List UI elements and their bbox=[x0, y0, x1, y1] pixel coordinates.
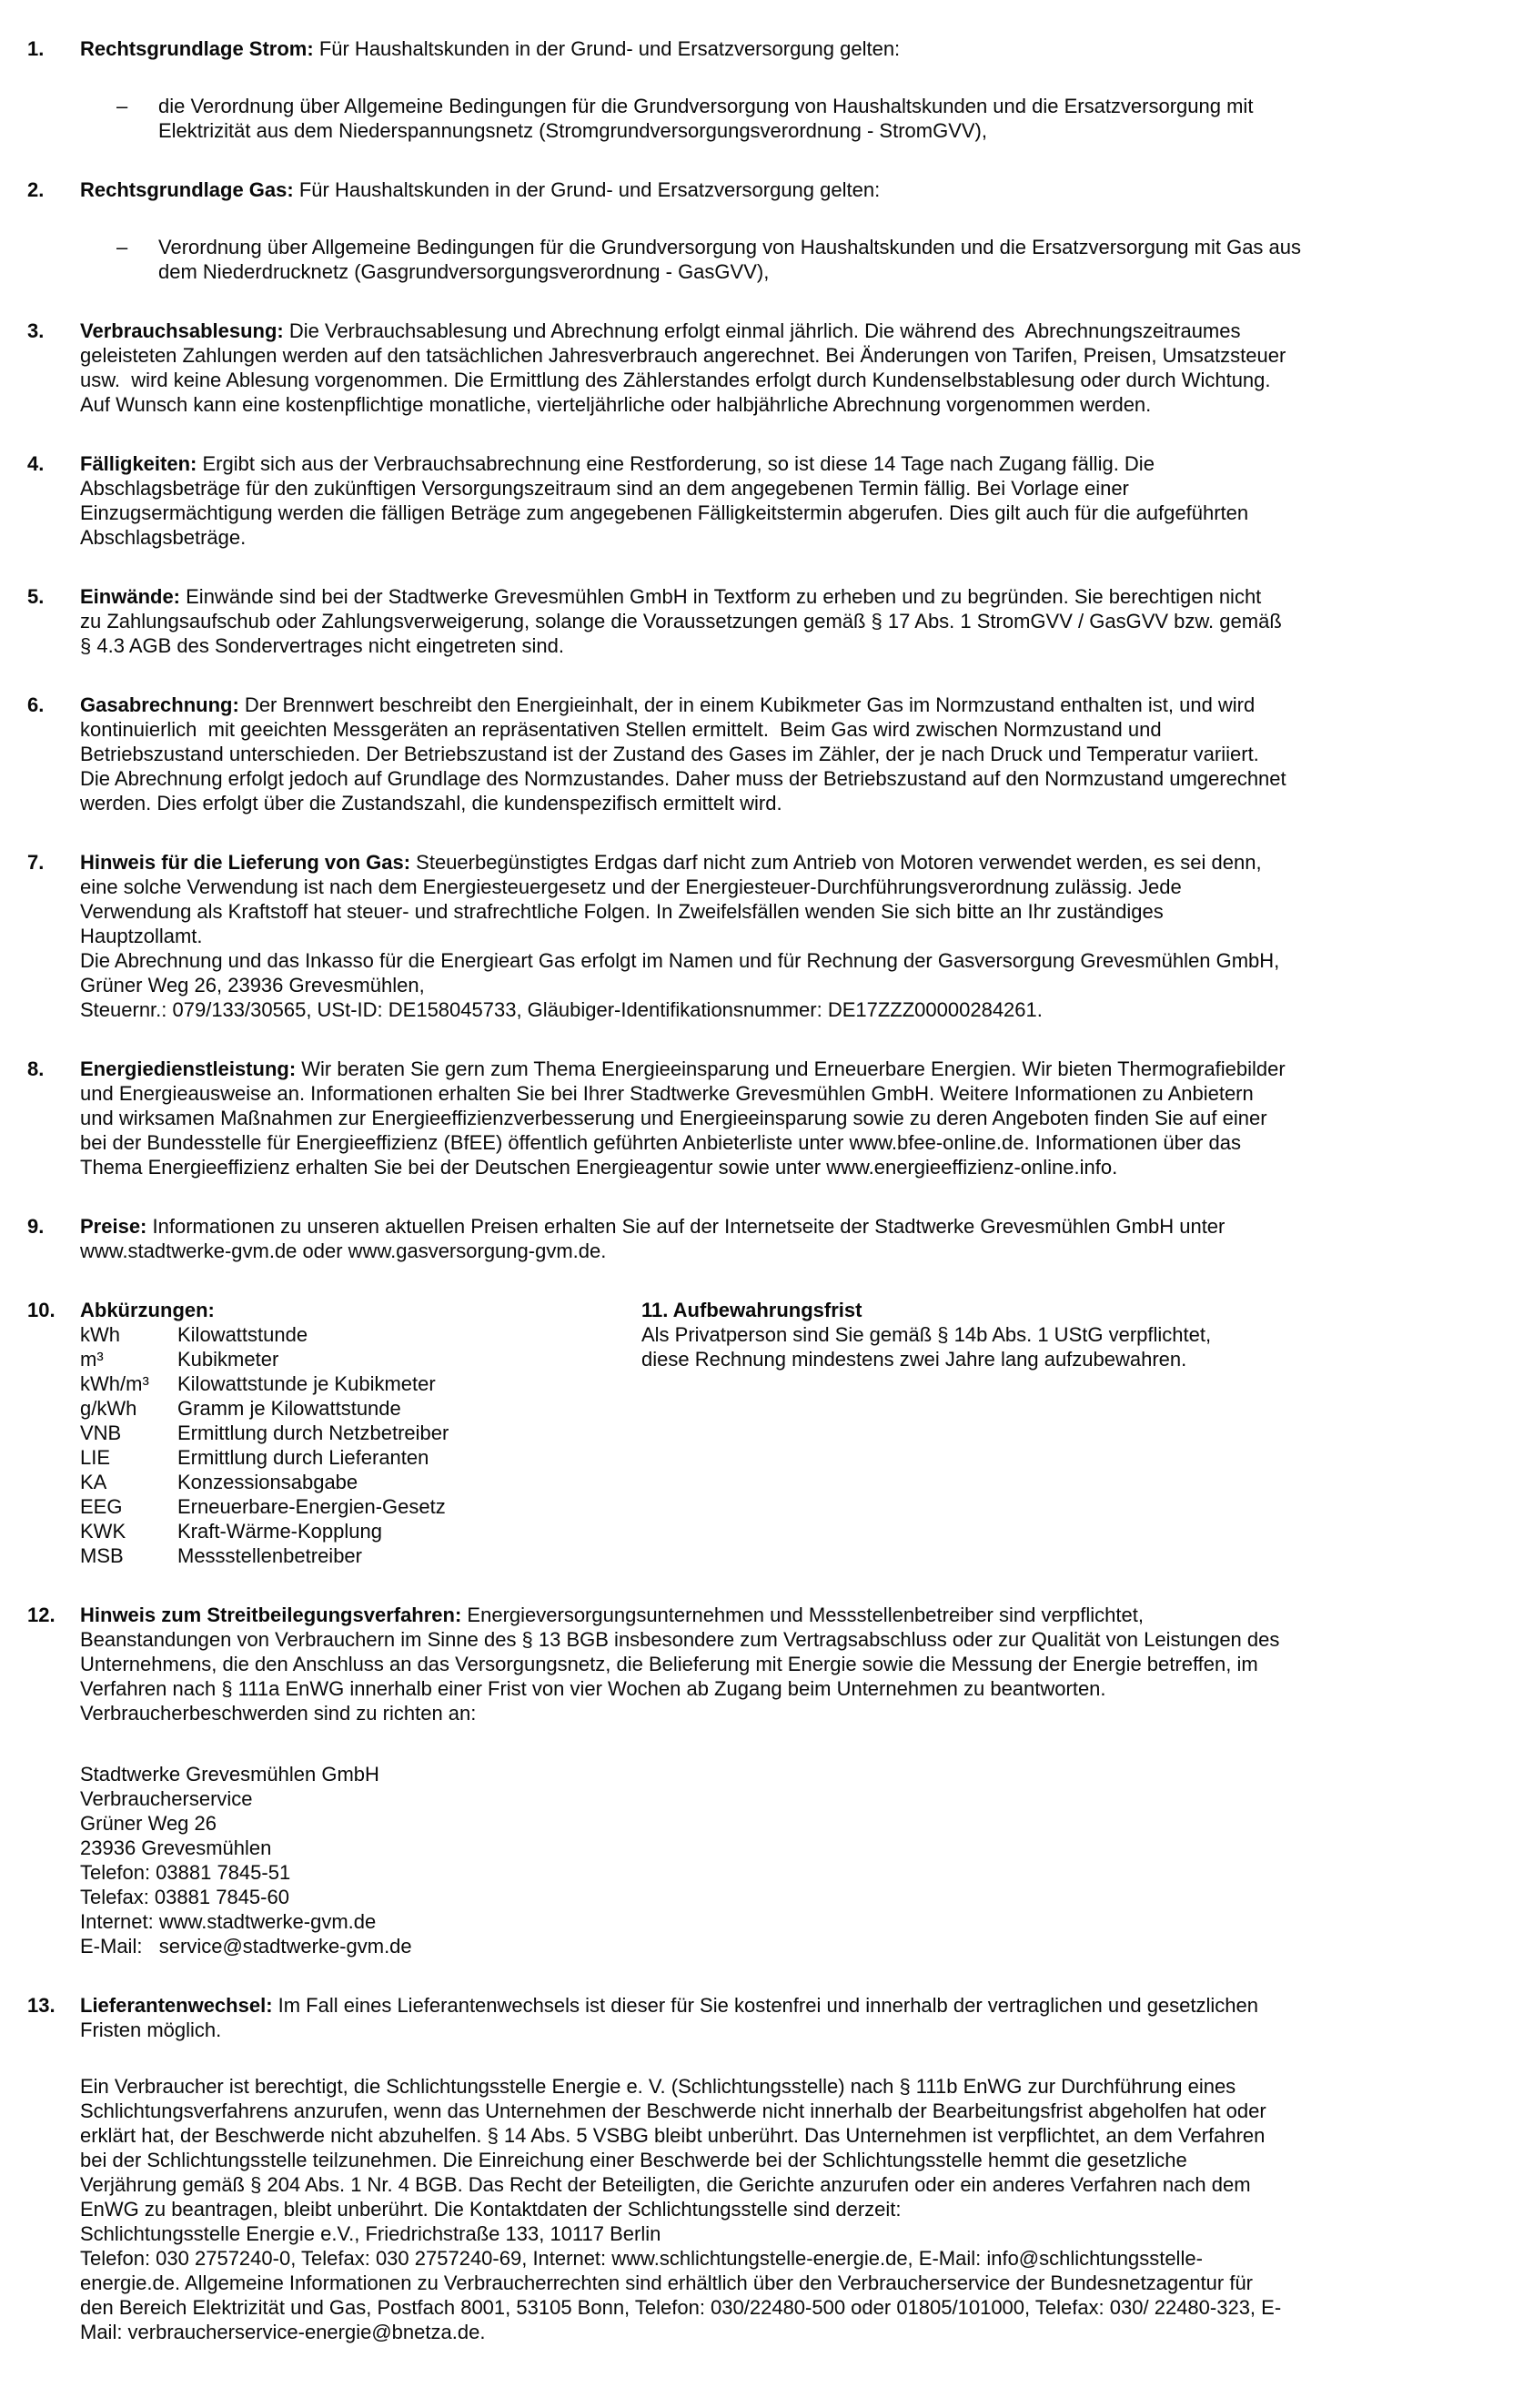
abbr-meaning: Kilowattstunde bbox=[177, 1323, 308, 1346]
section-1 bbox=[27, 36, 1498, 143]
text-line bbox=[80, 451, 1498, 476]
abbr-row bbox=[80, 1543, 1498, 1568]
text-line bbox=[80, 1057, 1498, 1081]
abbr-row bbox=[80, 1371, 1498, 1396]
section-number: 7. bbox=[27, 851, 45, 874]
text-line: bei der Bundesstelle für Energieeffizienz (BfEE) öffentlich geführten Anbieterliste unter www.bfee-online.de. Informationen über das bbox=[80, 1131, 1241, 1154]
bullet-item bbox=[80, 94, 1498, 143]
text-line: bei der Schlichtungsstelle teilzunehmen. Die Einreichung einer Beschwerde bei der Schlichtungsstelle hemmt die gesetzliche bbox=[80, 2149, 1187, 2171]
section-number: 10. bbox=[27, 1299, 55, 1321]
section-7 bbox=[27, 850, 1498, 1022]
text-line-rest: Der Brennwert beschreibt den Energieinhalt, der in einem Kubikmeter Gas im Normzustand enthalten ist, und wird bbox=[238, 693, 1256, 716]
text-line: www.stadtwerke-gvm.de oder www.gasversorgung-gvm.de. bbox=[80, 1239, 607, 1262]
section-content bbox=[80, 319, 1498, 417]
text-line: Abschlagsbeträge. bbox=[80, 526, 247, 549]
abbr-term: LIE bbox=[80, 1446, 111, 1469]
section-title: Hinweis zum Streitbeilegungsverfahren: bbox=[80, 1604, 462, 1626]
abbr-row bbox=[80, 1445, 1498, 1470]
text-line bbox=[80, 1603, 1498, 1627]
text-line-rest: Wir beraten Sie gern zum Thema Energieeinsparung und Erneuerbare Energien. Wir bieten Thermografiebilder bbox=[296, 1057, 1286, 1080]
address-line: Verbraucherservice bbox=[80, 1787, 253, 1810]
text-line: Verbraucherbeschwerden sind zu richten an: bbox=[80, 1702, 477, 1725]
bullet-list bbox=[80, 94, 1498, 143]
section-number: 4. bbox=[27, 452, 45, 475]
section-number: 5. bbox=[27, 585, 45, 608]
text-line bbox=[80, 36, 1498, 61]
text-line: § 4.3 AGB des Sondervertrages nicht eingetreten sind. bbox=[80, 634, 564, 657]
section-title: Lieferantenwechsel: bbox=[80, 1994, 273, 2017]
text-line-rest: Für Haushaltskunden in der Grund- und Ersatzversorgung gelten: bbox=[313, 37, 901, 60]
abbr-row bbox=[80, 1494, 1498, 1519]
section-number: 8. bbox=[27, 1057, 45, 1080]
address-line: Telefon: 03881 7845-51 bbox=[80, 1861, 291, 1884]
dash-icon: – bbox=[116, 95, 128, 117]
text-line: dem Niederdrucknetz (Gasgrundversorgungsverordnung - GasGVV), bbox=[158, 260, 770, 283]
text-line: werden. Dies erfolgt über die Zustandszahl, die kundenspezifisch ermittelt wird. bbox=[80, 792, 782, 814]
abbr-meaning: Ermittlung durch Netzbetreiber bbox=[177, 1422, 449, 1444]
text-line: energie.de. Allgemeine Informationen zu Verbraucherrechten sind erhältlich über den Verbraucherservice der Bundesnetzagentur für bbox=[80, 2271, 1254, 2294]
text-line: Betriebszustand unterschieden. Der Betriebszustand ist der Zustand des Gases im Zähler, der je nach Druck und Temperatur variiert. bbox=[80, 743, 1259, 765]
text-line: Steuernr.: 079/133/30565, USt-ID: DE158045733, Gläubiger-Identifikationsnummer: DE17ZZZ00000284261. bbox=[80, 998, 1043, 1021]
section-title: Preise: bbox=[80, 1215, 147, 1238]
text-line-rest: Informationen zu unseren aktuellen Preisen erhalten Sie auf der Internetseite der Stadtwerke Grevesmühlen GmbH unter bbox=[146, 1215, 1226, 1238]
section-12 bbox=[27, 1603, 1498, 1958]
section-title: Energiedienstleistung: bbox=[80, 1057, 297, 1080]
paragraph-block bbox=[80, 2074, 1498, 2344]
abbr-term: m³ bbox=[80, 1348, 104, 1371]
section-content bbox=[80, 850, 1498, 1022]
text-line: erklärt hat, der Beschwerde nicht abzuhelfen. § 14 Abs. 5 VSBG bleibt unberührt. Das Unternehmen ist verpflichtet, an dem Verfahren bbox=[80, 2124, 1266, 2147]
text-line: Telefon: 030 2757240-0, Telefax: 030 2757240-69, Internet: www.schlichtungstelle-energie.de, E-Mail: info@schlichtungsstelle- bbox=[80, 2247, 1203, 2270]
section-number: 13. bbox=[27, 1994, 55, 2017]
address-line: 23936 Grevesmühlen bbox=[80, 1836, 272, 1859]
text-line: Als Privatperson sind Sie gemäß § 14b Abs. 1 UStG verpflichtet, bbox=[641, 1323, 1212, 1346]
abbr-row bbox=[80, 1519, 1498, 1543]
text-line-rest: Für Haushaltskunden in der Grund- und Ersatzversorgung gelten: bbox=[293, 178, 881, 201]
text-line bbox=[80, 693, 1498, 717]
text-line: Mail: verbraucherservice-energie@bnetza.de. bbox=[80, 2321, 486, 2343]
text-line: und Energieausweise an. Informationen erhalten Sie bei Ihrer Stadtwerke Grevesmühlen GmbH. Weitere Informationen zu Anbietern bbox=[80, 1082, 1254, 1105]
section-title: Gasabrechnung: bbox=[80, 693, 239, 716]
text-line-rest: Steuerbegünstigtes Erdgas darf nicht zum Antrieb von Motoren verwendet werden, es sei denn, bbox=[410, 851, 1262, 874]
section-content bbox=[80, 693, 1498, 815]
section-9 bbox=[27, 1214, 1498, 1263]
section-title: Abkürzungen: bbox=[80, 1299, 215, 1321]
abbr-term: MSB bbox=[80, 1544, 124, 1567]
text-line: Abschlagsbeträge für den zukünftigen Versorgungszeitraum sind an dem angegebenen Termin fällig. Bei Vorlage einer bbox=[80, 477, 1129, 500]
text-line: Verfahren nach § 111a EnWG innerhalb einer Frist von vier Wochen ab Zugang beim Unternehmen zu beantworten. bbox=[80, 1677, 1106, 1700]
text-line: diese Rechnung mindestens zwei Jahre lang aufzubewahren. bbox=[641, 1348, 1187, 1371]
text-line: Thema Energieeffizienz erhalten Sie bei der Deutschen Energieagentur sowie unter www.energieeffizienz-online.info. bbox=[80, 1156, 1118, 1179]
section-content bbox=[80, 1214, 1498, 1263]
address-line: Stadtwerke Grevesmühlen GmbH bbox=[80, 1763, 379, 1786]
section-title: Hinweis für die Lieferung von Gas: bbox=[80, 851, 411, 874]
bullet-item bbox=[80, 235, 1498, 284]
section-6 bbox=[27, 693, 1498, 815]
section-content bbox=[80, 1993, 1498, 2344]
text-line: Die Abrechnung erfolgt jedoch auf Grundlage des Normzustandes. Daher muss der Betriebszustand auf den Normzustand umgerechnet bbox=[80, 767, 1286, 790]
section-content bbox=[80, 584, 1498, 658]
bullet-text bbox=[158, 94, 1498, 143]
text-line bbox=[80, 1214, 1498, 1239]
section-13 bbox=[27, 1993, 1498, 2344]
text-line: den Bereich Elektrizität und Gas, Postfach 8001, 53105 Bonn, Telefon: 030/22480-500 oder 01805/101000, Telefax: 030/ 22480-323, E- bbox=[80, 2296, 1282, 2319]
dash-icon: – bbox=[116, 236, 128, 258]
text-line: Die Abrechnung und das Inkasso für die Energieart Gas erfolgt im Namen und für Rechnung der Gasversorgung Grevesmühlen GmbH, bbox=[80, 949, 1280, 972]
text-line: geleisteten Zahlungen werden auf den tatsächlichen Jahresverbrauch angerechnet. Bei Änderungen von Tarifen, Preisen, Umsatzsteuer bbox=[80, 344, 1286, 367]
section-title: Rechtsgrundlage Gas: bbox=[80, 178, 294, 201]
text-line-rest: Im Fall eines Lieferantenwechsels ist dieser für Sie kostenfrei und innerhalb der vertraglichen und gesetzlichen bbox=[272, 1994, 1258, 2017]
abbr-term: KWK bbox=[80, 1520, 126, 1543]
section-title: Einwände: bbox=[80, 585, 181, 608]
text-line bbox=[80, 319, 1498, 343]
section-4 bbox=[27, 451, 1498, 550]
abbr-term: g/kWh bbox=[80, 1397, 137, 1420]
section-8 bbox=[27, 1057, 1498, 1179]
text-line: eine solche Verwendung ist nach dem Energiesteuergesetz und der Energiesteuer-Durchführungsverordnung zulässig. Jede bbox=[80, 875, 1182, 898]
text-line bbox=[80, 850, 1498, 875]
abbr-meaning: Gramm je Kilowattstunde bbox=[177, 1397, 401, 1420]
text-line: Verwendung als Kraftstoff hat steuer- und strafrechtliche Folgen. In Zweifelsfällen wenden Sie sich bitte an Ihr zuständiges bbox=[80, 900, 1164, 923]
section-title: Rechtsgrundlage Strom: bbox=[80, 37, 314, 60]
bullet-list bbox=[80, 235, 1498, 284]
section-content bbox=[80, 1603, 1498, 1958]
text-line: Verordnung über Allgemeine Bedingungen für die Grundversorgung von Haushaltskunden und die Ersatzversorgung mit Gas aus bbox=[158, 236, 1302, 258]
section-content bbox=[80, 36, 1498, 143]
text-line-rest: Ergibt sich aus der Verbrauchsabrechnung eine Restforderung, so ist diese 14 Tage nach Zugang fällig. Die bbox=[197, 452, 1155, 475]
abbr-meaning: Kraft-Wärme-Kopplung bbox=[177, 1520, 382, 1543]
abbr-row bbox=[80, 1396, 1498, 1421]
text-line-rest: Einwände sind bei der Stadtwerke Grevesmühlen GmbH in Textform zu erheben und zu begründen. Sie berechtigen nicht bbox=[180, 585, 1262, 608]
text-line: die Verordnung über Allgemeine Bedingungen für die Grundversorgung von Haushaltskunden und die Ersatzversorgung mit bbox=[158, 95, 1254, 117]
bullet-text bbox=[158, 235, 1498, 284]
abbr-term: EEG bbox=[80, 1495, 123, 1518]
text-line-rest: Energieversorgungsunternehmen und Messstellenbetreiber sind verpflichtet, bbox=[461, 1604, 1144, 1626]
abbr-meaning: Konzessionsabgabe bbox=[177, 1471, 358, 1493]
abbr-meaning: Ermittlung durch Lieferanten bbox=[177, 1446, 429, 1469]
text-line bbox=[80, 1993, 1498, 2018]
abbr-meaning: Messstellenbetreiber bbox=[177, 1544, 362, 1567]
text-line: Verjährung gemäß § 204 Abs. 1 Nr. 4 BGB. Das Recht der Beteiligten, die Gerichte anzurufen oder ein anderes Verfahren nach dem bbox=[80, 2173, 1251, 2196]
section-number: 1. bbox=[27, 37, 45, 60]
abbr-term: kWh bbox=[80, 1323, 120, 1346]
text-line-rest: Die Verbrauchsablesung und Abrechnung erfolgt einmal jährlich. Die während des Abrechnungszeitraumes bbox=[283, 319, 1241, 342]
address-block bbox=[80, 1762, 1498, 1958]
text-line: Hauptzollamt. bbox=[80, 925, 203, 947]
text-line bbox=[80, 177, 1498, 202]
address-line: Internet: www.stadtwerke-gvm.de bbox=[80, 1910, 377, 1933]
address-line: Telefax: 03881 7845-60 bbox=[80, 1886, 289, 1908]
section-11 bbox=[641, 1298, 1211, 1371]
section-number: 6. bbox=[27, 693, 45, 716]
text-line: Schlichtungsstelle Energie e.V., Friedrichstraße 133, 10117 Berlin bbox=[80, 2222, 661, 2245]
text-line: Beanstandungen von Verbrauchern im Sinne des § 13 BGB insbesondere zum Vertragsabschluss oder zur Qualität von Leistungen des bbox=[80, 1628, 1280, 1651]
section-number: 9. bbox=[27, 1215, 45, 1238]
section-number: 12. bbox=[27, 1604, 55, 1626]
abbr-row bbox=[80, 1470, 1498, 1494]
text-line: EnWG zu beantragen, bleibt unberührt. Die Kontaktdaten der Schlichtungsstelle sind derzeit: bbox=[80, 2198, 902, 2221]
section-3 bbox=[27, 319, 1498, 417]
section-5 bbox=[27, 584, 1498, 658]
abbr-term: KA bbox=[80, 1471, 107, 1493]
section-10 bbox=[27, 1298, 1498, 1568]
section-heading: 11. Aufbewahrungsfrist bbox=[641, 1299, 862, 1321]
text-line: Ein Verbraucher ist berechtigt, die Schlichtungsstelle Energie e. V. (Schlichtungsstelle) nach § 111b EnWG zur Durchführung eines bbox=[80, 2075, 1236, 2098]
text-line: und wirksamen Maßnahmen zur Energieeffizienzverbesserung und Energieeinsparung sowie zu deren Angeboten finden Sie auf einer bbox=[80, 1107, 1267, 1129]
abbr-meaning: Erneuerbare-Energien-Gesetz bbox=[177, 1495, 446, 1518]
section-content bbox=[80, 177, 1498, 284]
text-line: zu Zahlungsaufschub oder Zahlungsverweigerung, solange die Voraussetzungen gemäß § 17 Abs. 1 StromGVV / GasGVV bzw. gemäß bbox=[80, 610, 1282, 632]
section-content bbox=[80, 1057, 1498, 1179]
section-2 bbox=[27, 177, 1498, 284]
abbr-row bbox=[80, 1421, 1498, 1445]
section-number: 3. bbox=[27, 319, 45, 342]
abbr-meaning: Kubikmeter bbox=[177, 1348, 279, 1371]
text-line: Einzugsermächtigung werden die fälligen Beträge zum angegebenen Fälligkeitstermin abgerufen. Dies gilt auch für die aufgeführten bbox=[80, 501, 1249, 524]
text-line: Elektrizität aus dem Niederspannungsnetz (Stromgrundversorgungsverordnung - StromGVV), bbox=[158, 119, 987, 142]
text-line: usw. wird keine Ablesung vorgenommen. Die Ermittlung des Zählerstandes erfolgt durch Kundenselbstablesung oder durch Wichtung. bbox=[80, 369, 1271, 391]
section-title: Fälligkeiten: bbox=[80, 452, 197, 475]
section-content bbox=[80, 451, 1498, 550]
text-line: Auf Wunsch kann eine kostenpflichtige monatliche, vierteljährliche oder halbjährliche Abrechnung vorgenommen werden. bbox=[80, 393, 1152, 416]
text-line: kontinuierlich mit geeichten Messgeräten an repräsentativen Stellen ermittelt. Beim Gas wird zwischen Normzustand und bbox=[80, 718, 1162, 741]
text-line: Unternehmens, die den Anschluss an das Versorgungsnetz, die Belieferung mit Energie sowie die Messung der Energie betreffen, im bbox=[80, 1653, 1258, 1675]
abbr-term: kWh/m³ bbox=[80, 1372, 149, 1395]
text-line bbox=[80, 584, 1498, 609]
text-line: Fristen möglich. bbox=[80, 2018, 222, 2041]
section-number: 2. bbox=[27, 178, 45, 201]
section-title: Verbrauchsablesung: bbox=[80, 319, 284, 342]
text-line: Grüner Weg 26, 23936 Grevesmühlen, bbox=[80, 974, 425, 997]
text-line: Schlichtungsverfahrens anzurufen, wenn das Unternehmen der Beschwerde nicht innerhalb der Bearbeitungsfrist abgeholfen hat oder bbox=[80, 2099, 1266, 2122]
abbr-meaning: Kilowattstunde je Kubikmeter bbox=[177, 1372, 436, 1395]
abbr-term: VNB bbox=[80, 1422, 122, 1444]
address-line: Grüner Weg 26 bbox=[80, 1812, 217, 1835]
address-line: E-Mail: service@stadtwerke-gvm.de bbox=[80, 1935, 412, 1958]
